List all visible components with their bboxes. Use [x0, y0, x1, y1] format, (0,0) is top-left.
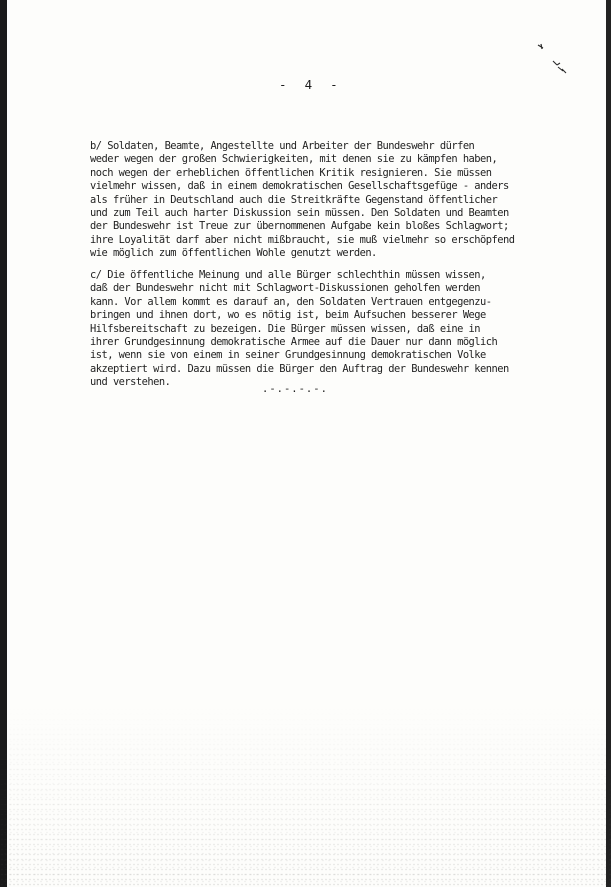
paragraph-c — [90, 269, 576, 390]
paragraph-line: wie möglich zum öffentlichen Wohle genutzt werden. — [90, 247, 377, 260]
closing-mark: .-.-.-.-. — [262, 383, 328, 395]
paragraph-line: vielmehr wissen, daß in einem demokratischen Gesellschaftsgefüge - anders — [90, 180, 509, 193]
paragraph-line: und zum Teil auch harter Diskussion sein müssen. Den Soldaten und Beamten — [90, 206, 509, 219]
paragraph-line: b/ Soldaten, Beamte, Angestellte und Arbeiter der Bundeswehr dürfen — [90, 140, 475, 152]
paragraph-line: als früher in Deutschland auch die Streitkräfte Gegenstand öffentlicher — [90, 193, 498, 206]
page-number: - 4 - — [279, 77, 339, 92]
paragraph-line: ihrer Grundgesinnung demokratische Armee auf die Dauer nur dann möglich — [90, 335, 498, 348]
paragraph-line: und verstehen. — [90, 376, 171, 389]
paragraph-line: akzeptiert wird. Dazu müssen die Bürger den Auftrag der Bundeswehr kennen — [90, 362, 509, 375]
scan-mark-top-right — [532, 38, 572, 78]
paragraph-line: Hilfsbereitschaft zu bezeigen. Die Bürger müssen wissen, daß eine in — [90, 322, 481, 335]
paragraph-line: c/ Die öffentliche Meinung und alle Bürger schlechthin müssen wissen, — [90, 269, 486, 281]
paragraph-line: weder wegen der großen Schwierigkeiten, mit denen sie zu kämpfen haben, — [90, 153, 498, 166]
paragraph-line: der Bundeswehr ist Treue zur übernommenen Aufgabe kein bloßes Schlagwort; — [90, 220, 509, 233]
paragraph-line: bringen und ihnen dort, wo es nötig ist, beim Aufsuchen besserer Wege — [90, 309, 486, 322]
paragraph-line: kann. Vor allem kommt es darauf an, den Soldaten Vertrauen entgegenzu- — [90, 295, 492, 308]
paragraph-line: ihre Loyalität darf aber nicht mißbraucht, sie muß vielmehr so erschöpfend — [90, 233, 515, 246]
paragraph-line: daß der Bundeswehr nicht mit Schlagwort-Diskussionen geholfen werden — [90, 282, 481, 295]
paragraph-line: noch wegen der erheblichen öffentlichen Kritik resignieren. Sie müssen — [90, 166, 492, 179]
paragraph-line: ist, wenn sie von einem in seiner Grundgesinnung demokratischen Volke — [90, 349, 486, 362]
scan-noise — [0, 707, 611, 887]
paragraph-b — [90, 140, 576, 261]
